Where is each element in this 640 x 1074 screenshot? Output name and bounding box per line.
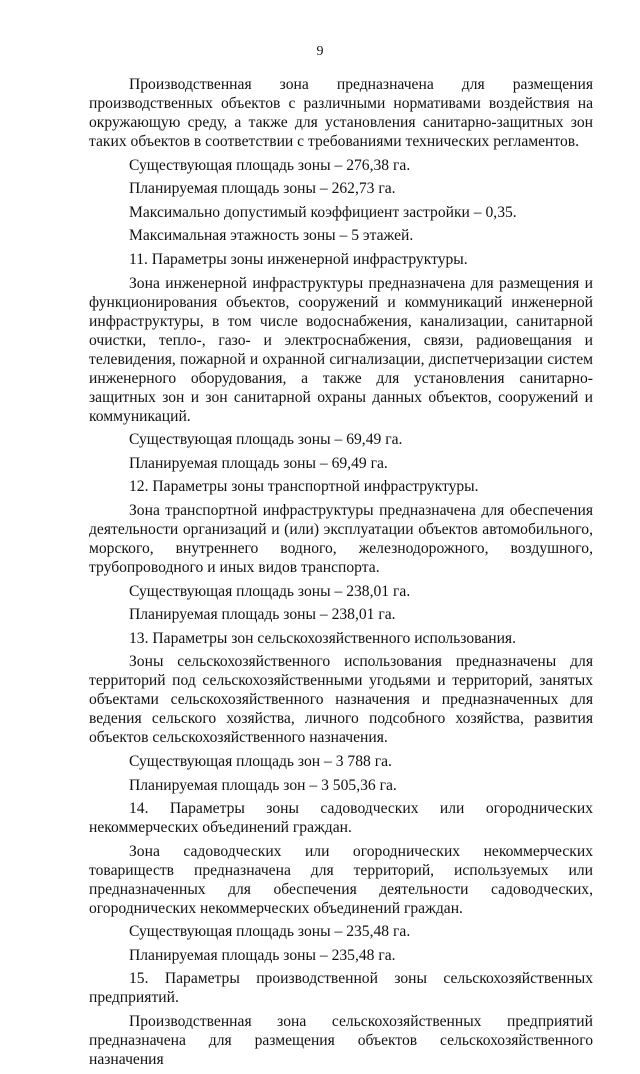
document-body: [89, 75, 593, 1074]
paragraph: Зоны сельскохозяйственного использования предназначены для территорий под сельскохозяйственными угодьями и территорий, занятых объектами сельскохозяйственного назначения и предназначенных для ведения сельского хозяйства, личного подсобного хозяйства, развития объектов сельскохозяйственного назначения.: [89, 653, 593, 747]
paragraph: Планируемая площадь зоны – 69,49 га.: [129, 454, 388, 472]
paragraph: Зона транспортной инфраструктуры предназначена для обеспечения деятельности организаций и (или) эксплуатации объектов автомобильного, морского, внутреннего водного, железнодорожного, воздушного, трубопроводного и иных видов транспорта.: [89, 501, 593, 576]
paragraph: Планируемая площадь зоны – 238,01 га.: [129, 606, 396, 624]
paragraph: Зона инженерной инфраструктуры предназначена для размещения и функционирования объектов, сооружений и коммуникаций инженерной инфраструктуры, в том числе водоснабжения, канализации, санитарной очистки, тепло-, газо- и электроснабжения, связи, радиовещания и телевидения, пожарной и охранной сигнализации, диспетчеризации систем инженерного оборудования, а также для установления санитарно-защитных зон и зон санитарной охраны данных объектов, сооружений и коммуникаций.: [89, 274, 593, 425]
section-heading: 11. Параметры зоны инженерной инфраструктуры.: [129, 250, 468, 268]
paragraph: Максимальная этажность зоны – 5 этажей.: [129, 227, 414, 245]
paragraph: Производственная зона предназначена для размещения производственных объектов с различными нормативами воздействия на окружающую среду, а также для установления санитарно-защитных зон таких объектов в соответствии с требованиями технических регламентов.: [89, 76, 593, 150]
paragraph: Существующая площадь зоны – 69,49 га.: [129, 431, 403, 449]
paragraph: Зона садоводческих или огороднических некоммерческих товариществ предназначена для территорий, используемых или предназначенных для обеспечения деятельности садоводческих, огороднических некоммерческих объединений граждан.: [89, 842, 593, 917]
paragraph: Планируемая площадь зоны – 235,48 га.: [129, 946, 396, 964]
paragraph: Максимально допустимый коэффициент застройки – 0,35.: [129, 203, 517, 221]
paragraph: Существующая площадь зоны – 235,48 га.: [129, 923, 411, 941]
page-number: 9: [316, 44, 324, 59]
section-heading: 15. Параметры производственной зоны сельскохозяйственных предприятий.: [89, 970, 593, 1007]
paragraph: Планируемая площадь зон – 3 505,36 га.: [129, 776, 397, 794]
section-heading: 13. Параметры зон сельскохозяйственного использования.: [129, 629, 517, 647]
paragraph: Существующая площадь зон – 3 788 га.: [129, 752, 392, 770]
section-heading: 14. Параметры зоны садоводческих или огороднических некоммерческих объединений граждан.: [89, 800, 593, 837]
section-heading: 12. Параметры зоны транспортной инфраструктуры.: [129, 478, 479, 496]
paragraph: Планируемая площадь зоны – 262,73 га.: [129, 180, 396, 198]
paragraph: Существующая площадь зоны – 238,01 га.: [129, 582, 411, 600]
paragraph: Существующая площадь зоны – 276,38 га.: [129, 156, 411, 174]
paragraph: Производственная зона сельскохозяйственных предприятий предназначена для размещения объектов сельскохозяйственного назначения: [89, 1013, 593, 1069]
